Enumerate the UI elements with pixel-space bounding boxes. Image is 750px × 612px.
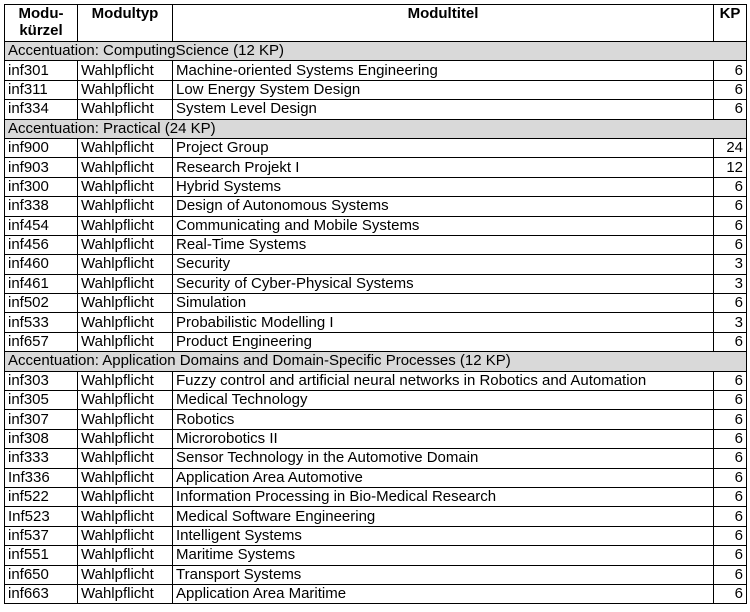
module-type-cell: Wahlpflicht (78, 100, 173, 119)
module-code-cell: inf533 (5, 313, 78, 332)
table-row (5, 565, 747, 584)
module-type-cell: Wahlpflicht (78, 468, 173, 487)
table-row (5, 468, 747, 487)
module-code-cell: inf537 (5, 526, 78, 545)
module-title-cell: Communicating and Mobile Systems (173, 216, 714, 235)
module-type-cell: Wahlpflicht (78, 158, 173, 177)
module-type-cell: Wahlpflicht (78, 546, 173, 565)
module-title-cell: Application Area Maritime (173, 584, 714, 603)
table-row (5, 429, 747, 448)
kp-cell: 6 (714, 216, 747, 235)
table-row (5, 216, 747, 235)
module-type-cell: Wahlpflicht (78, 449, 173, 468)
module-code-cell: inf333 (5, 449, 78, 468)
table-row (5, 80, 747, 99)
module-title-cell: Maritime Systems (173, 546, 714, 565)
kp-cell: 3 (714, 313, 747, 332)
table-row (5, 449, 747, 468)
table-row (5, 526, 747, 545)
module-type-cell: Wahlpflicht (78, 177, 173, 196)
section-label: Accentuation: Application Domains and Domain-Specific Processes (12 KP) (5, 352, 747, 371)
module-code-cell: inf311 (5, 80, 78, 99)
module-code-cell: inf301 (5, 61, 78, 80)
module-type-cell: Wahlpflicht (78, 526, 173, 545)
kp-cell: 12 (714, 158, 747, 177)
module-code-cell: inf338 (5, 197, 78, 216)
table-row (5, 177, 747, 196)
module-title-cell: Design of Autonomous Systems (173, 197, 714, 216)
module-code-cell: inf454 (5, 216, 78, 235)
module-code-cell: inf900 (5, 138, 78, 157)
module-code-cell: inf551 (5, 546, 78, 565)
table-row (5, 371, 747, 390)
table-row (5, 100, 747, 119)
kp-cell: 6 (714, 391, 747, 410)
module-title-cell: Real-Time Systems (173, 235, 714, 254)
module-type-cell: Wahlpflicht (78, 410, 173, 429)
kp-cell: 6 (714, 410, 747, 429)
module-code-cell: inf303 (5, 371, 78, 390)
module-title-cell: Research Projekt I (173, 158, 714, 177)
section-label: Accentuation: Practical (24 KP) (5, 119, 747, 138)
header-module-code: Modu- kürzel (5, 5, 78, 42)
module-title-cell: Robotics (173, 410, 714, 429)
module-title-cell: Medical Software Engineering (173, 507, 714, 526)
module-type-cell: Wahlpflicht (78, 487, 173, 506)
kp-cell: 6 (714, 294, 747, 313)
header-kp: KP (714, 5, 747, 42)
module-title-cell: Information Processing in Bio-Medical Research (173, 487, 714, 506)
module-code-cell: inf461 (5, 274, 78, 293)
module-code-cell: inf460 (5, 255, 78, 274)
section-header-row (5, 119, 747, 138)
module-title-cell: Probabilistic Modelling I (173, 313, 714, 332)
module-type-cell: Wahlpflicht (78, 197, 173, 216)
kp-cell: 6 (714, 565, 747, 584)
module-type-cell: Wahlpflicht (78, 507, 173, 526)
module-type-cell: Wahlpflicht (78, 80, 173, 99)
module-code-cell: inf522 (5, 487, 78, 506)
kp-cell: 6 (714, 449, 747, 468)
kp-cell: 6 (714, 61, 747, 80)
module-code-cell: Inf523 (5, 507, 78, 526)
kp-cell: 3 (714, 255, 747, 274)
kp-cell: 6 (714, 332, 747, 351)
table-row (5, 274, 747, 293)
table-row (5, 158, 747, 177)
module-type-cell: Wahlpflicht (78, 294, 173, 313)
module-type-cell: Wahlpflicht (78, 138, 173, 157)
table-row (5, 546, 747, 565)
module-type-cell: Wahlpflicht (78, 255, 173, 274)
module-type-cell: Wahlpflicht (78, 371, 173, 390)
module-code-cell: inf305 (5, 391, 78, 410)
table-row (5, 138, 747, 157)
module-code-cell: inf657 (5, 332, 78, 351)
table-row (5, 584, 747, 603)
module-type-cell: Wahlpflicht (78, 391, 173, 410)
module-title-cell: System Level Design (173, 100, 714, 119)
kp-cell: 6 (714, 197, 747, 216)
table-row (5, 410, 747, 429)
module-title-cell: Low Energy System Design (173, 80, 714, 99)
kp-cell: 6 (714, 468, 747, 487)
module-code-cell: inf300 (5, 177, 78, 196)
module-title-cell: Hybrid Systems (173, 177, 714, 196)
module-code-cell: inf308 (5, 429, 78, 448)
table-row (5, 197, 747, 216)
table-row (5, 391, 747, 410)
kp-cell: 6 (714, 429, 747, 448)
header-module-type: Modultyp (78, 5, 173, 42)
kp-cell: 6 (714, 546, 747, 565)
kp-cell: 6 (714, 100, 747, 119)
module-type-cell: Wahlpflicht (78, 274, 173, 293)
module-title-cell: Product Engineering (173, 332, 714, 351)
table-body (5, 42, 747, 604)
table-row (5, 313, 747, 332)
module-title-cell: Machine-oriented Systems Engineering (173, 61, 714, 80)
table-row (5, 507, 747, 526)
header-module-title: Modultitel (173, 5, 714, 42)
module-type-cell: Wahlpflicht (78, 332, 173, 351)
module-type-cell: Wahlpflicht (78, 61, 173, 80)
kp-cell: 24 (714, 138, 747, 157)
module-title-cell: Transport Systems (173, 565, 714, 584)
kp-cell: 3 (714, 274, 747, 293)
module-type-cell: Wahlpflicht (78, 584, 173, 603)
module-code-cell: inf502 (5, 294, 78, 313)
module-title-cell: Fuzzy control and artificial neural networks in Robotics and Automation (173, 371, 714, 390)
module-title-cell: Security (173, 255, 714, 274)
module-title-cell: Intelligent Systems (173, 526, 714, 545)
module-title-cell: Application Area Automotive (173, 468, 714, 487)
kp-cell: 6 (714, 80, 747, 99)
header-row (5, 5, 747, 42)
table-row (5, 332, 747, 351)
module-title-cell: Microrobotics II (173, 429, 714, 448)
module-type-cell: Wahlpflicht (78, 216, 173, 235)
module-type-cell: Wahlpflicht (78, 313, 173, 332)
module-type-cell: Wahlpflicht (78, 235, 173, 254)
section-label: Accentuation: ComputingScience (12 KP) (5, 42, 747, 61)
module-title-cell: Medical Technology (173, 391, 714, 410)
section-header-row (5, 352, 747, 371)
module-code-cell: inf456 (5, 235, 78, 254)
module-code-cell: inf903 (5, 158, 78, 177)
kp-cell: 6 (714, 507, 747, 526)
kp-cell: 6 (714, 487, 747, 506)
module-code-cell: inf307 (5, 410, 78, 429)
module-code-cell: inf663 (5, 584, 78, 603)
module-code-cell: inf650 (5, 565, 78, 584)
table-row (5, 294, 747, 313)
module-title-cell: Security of Cyber-Physical Systems (173, 274, 714, 293)
table-row (5, 235, 747, 254)
table-row (5, 61, 747, 80)
kp-cell: 6 (714, 526, 747, 545)
section-header-row (5, 42, 747, 61)
module-code-cell: Inf336 (5, 468, 78, 487)
module-type-cell: Wahlpflicht (78, 565, 173, 584)
module-title-cell: Simulation (173, 294, 714, 313)
module-title-cell: Sensor Technology in the Automotive Domain (173, 449, 714, 468)
table-row (5, 487, 747, 506)
module-title-cell: Project Group (173, 138, 714, 157)
module-table (4, 4, 747, 604)
kp-cell: 6 (714, 177, 747, 196)
table-row (5, 255, 747, 274)
kp-cell: 6 (714, 235, 747, 254)
module-type-cell: Wahlpflicht (78, 429, 173, 448)
kp-cell: 6 (714, 371, 747, 390)
module-code-cell: inf334 (5, 100, 78, 119)
kp-cell: 6 (714, 584, 747, 603)
